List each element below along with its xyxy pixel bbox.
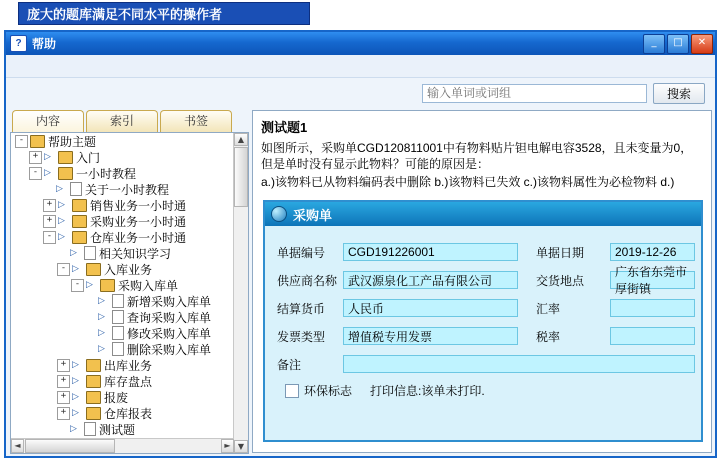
collapse-icon[interactable]: -	[71, 279, 84, 292]
tree-item-label: 库存盘点	[104, 374, 153, 389]
tree-item[interactable]	[11, 277, 248, 293]
tree-item[interactable]	[11, 181, 248, 197]
help-window-icon: ?	[10, 35, 27, 52]
tree-item-label: 测试题	[99, 422, 136, 437]
tree-item[interactable]	[11, 389, 248, 405]
window-buttons	[643, 34, 713, 54]
label-exchange-rate: 汇率	[536, 301, 561, 316]
tree-item[interactable]	[11, 405, 248, 421]
tree-item[interactable]	[11, 149, 248, 165]
collapse-icon[interactable]: -	[43, 231, 56, 244]
tree-item-label: 修改采购入库单	[127, 326, 212, 341]
no-expander-icon	[57, 248, 68, 259]
tree-item-label: 帮助主题	[48, 134, 97, 149]
book-icon	[58, 151, 73, 164]
content-area	[6, 110, 715, 456]
book-icon	[58, 167, 73, 180]
purchase-order-screenshot	[263, 200, 703, 442]
tree-item-label: 采购业务一小时通	[90, 214, 187, 229]
collapse-icon[interactable]: -	[15, 135, 28, 148]
book-icon	[72, 215, 87, 228]
no-expander-icon	[57, 424, 68, 435]
form-row-invoice-type	[265, 326, 701, 346]
book-icon	[86, 359, 101, 372]
scroll-thumb[interactable]	[234, 147, 248, 207]
help-tree[interactable]	[10, 132, 249, 454]
form-titlebar	[265, 202, 701, 226]
value-delivery-place[interactable]: 广东省东莞市厚街镇	[610, 271, 695, 289]
expand-icon[interactable]: +	[29, 151, 42, 164]
page-icon	[84, 246, 96, 260]
toolbar-strip	[6, 55, 715, 78]
tree-item[interactable]	[11, 133, 248, 149]
tree-item-label: 一小时教程	[76, 166, 137, 181]
arrow-icon: ▷	[44, 152, 51, 162]
tree-item-label: 相关知识学习	[99, 246, 172, 261]
tree-item-label: 入库业务	[104, 262, 153, 277]
page-icon	[112, 342, 124, 356]
arrow-icon: ▷	[98, 312, 105, 322]
form-row-remark	[265, 354, 701, 374]
form-body	[265, 226, 701, 399]
tree-item-label: 入门	[76, 150, 101, 165]
scroll-left-arrow-icon[interactable]: ◄	[11, 439, 24, 453]
tree-item-label: 新增采购入库单	[127, 294, 212, 309]
no-expander-icon	[85, 296, 96, 307]
tree-vertical-scrollbar[interactable]	[233, 133, 248, 453]
no-expander-icon	[85, 328, 96, 339]
arrow-icon: ▷	[70, 248, 77, 258]
scroll-down-arrow-icon[interactable]: ▼	[234, 440, 248, 453]
tree-item-label: 仓库业务一小时通	[90, 230, 187, 245]
expand-icon[interactable]: +	[57, 407, 70, 420]
tree-item-label: 删除采购入库单	[127, 342, 212, 357]
tree-item[interactable]	[11, 197, 248, 213]
book-icon	[72, 199, 87, 212]
tree-item[interactable]	[11, 373, 248, 389]
book-icon	[86, 407, 101, 420]
tree-item[interactable]	[11, 165, 248, 181]
print-info-text: 打印信息:该单未打印.	[370, 384, 485, 398]
arrow-icon: ▷	[72, 264, 79, 274]
value-exchange-rate[interactable]	[610, 299, 695, 317]
tree-item-label: 采购入库单	[118, 278, 179, 293]
form-title-text: 采购单	[293, 207, 333, 223]
tab-index[interactable]: 索引	[86, 110, 158, 132]
arrow-icon: ▷	[72, 392, 79, 402]
expand-icon[interactable]: +	[43, 199, 56, 212]
arrow-icon: ▷	[58, 200, 65, 210]
window-titlebar	[6, 32, 715, 55]
arrow-icon: ▷	[70, 424, 77, 434]
expand-icon[interactable]: +	[57, 359, 70, 372]
form-row-doc-no	[265, 242, 701, 262]
doc-paragraph-1: 如图所示，采购单CGD120811001中有物料贴片钽电解电容3528，且未变量为0，但是单时没有显示此物料？可能的原因是：	[261, 141, 693, 171]
hscroll-thumb[interactable]	[25, 439, 115, 453]
book-icon	[100, 279, 115, 292]
tree-item-label: 仓库报表	[104, 406, 153, 421]
value-remark[interactable]	[343, 355, 695, 373]
tree-node-list	[11, 133, 248, 453]
arrow-icon: ▷	[58, 232, 65, 242]
tree-item[interactable]	[11, 341, 248, 357]
arrow-icon: ▷	[72, 360, 79, 370]
no-expander-icon	[85, 312, 96, 323]
globe-icon	[271, 206, 287, 222]
value-doc-no[interactable]: CGD191226001	[343, 243, 518, 261]
tree-item-label: 出库业务	[104, 358, 153, 373]
tree-item[interactable]	[11, 245, 248, 261]
collapse-icon[interactable]: -	[57, 263, 70, 276]
collapse-icon[interactable]: -	[29, 167, 42, 180]
arrow-icon: ▷	[58, 216, 65, 226]
doc-paragraph-2: a.)该物料已从物料编码表中删除 b.)该物料已失效 c.)该物料属性为必检物料 d.)	[261, 175, 675, 189]
form-row-currency	[265, 298, 701, 318]
label-invoice-type: 发票类型	[277, 329, 326, 344]
tree-item-label: 关于一小时教程	[85, 182, 170, 197]
top-banner	[18, 2, 310, 25]
expand-icon[interactable]: +	[57, 375, 70, 388]
value-doc-date[interactable]: 2019-12-26	[610, 243, 695, 261]
tree-item[interactable]	[11, 229, 248, 245]
page-title: 测试题1	[261, 120, 308, 135]
value-invoice-type[interactable]: 增值税专用发票	[343, 327, 518, 345]
book-icon	[72, 231, 87, 244]
document-pane	[252, 110, 712, 453]
label-currency: 结算货币	[277, 301, 326, 316]
arrow-icon: ▷	[98, 296, 105, 306]
no-expander-icon	[85, 344, 96, 355]
label-doc-date: 单据日期	[536, 245, 585, 260]
value-tax-rate[interactable]	[610, 327, 695, 345]
top-banner-text: 庞大的题库满足不同水平的操作者	[27, 7, 223, 22]
form-row-supplier	[265, 265, 701, 296]
tree-item[interactable]	[11, 325, 248, 341]
arrow-icon: ▷	[86, 280, 93, 290]
value-currency[interactable]: 人民币	[343, 299, 518, 317]
page-icon	[112, 326, 124, 340]
tree-horizontal-scrollbar[interactable]	[11, 438, 234, 453]
tree-item[interactable]	[11, 357, 248, 373]
arrow-icon: ▷	[56, 184, 63, 194]
tab-bookmarks[interactable]: 书签	[160, 110, 232, 132]
close-button[interactable]: ✕	[691, 34, 713, 54]
no-expander-icon	[43, 184, 54, 195]
tree-item[interactable]	[11, 261, 248, 277]
book-icon	[86, 263, 101, 276]
tree-item-label: 报废	[104, 390, 129, 405]
window-title: 帮助	[32, 37, 57, 51]
page-icon	[112, 294, 124, 308]
arrow-icon: ▷	[72, 376, 79, 386]
arrow-icon: ▷	[98, 328, 105, 338]
tree-item-label: 查询采购入库单	[127, 310, 212, 325]
tree-item[interactable]	[11, 421, 248, 437]
tree-item[interactable]	[11, 213, 248, 229]
label-tax-rate: 税率	[536, 329, 561, 344]
eco-label-text: 环保标志	[304, 384, 353, 398]
label-supplier: 供应商名称	[277, 273, 338, 288]
search-input[interactable]	[422, 84, 647, 103]
arrow-icon: ▷	[72, 408, 79, 418]
book-icon	[86, 375, 101, 388]
minimize-button[interactable]: _	[643, 34, 665, 54]
page-icon	[84, 422, 96, 436]
maximize-button[interactable]: □	[667, 34, 689, 54]
book-icon	[30, 135, 45, 148]
help-window	[4, 30, 717, 458]
label-delivery-place: 交货地点	[536, 273, 585, 288]
page-icon	[112, 310, 124, 324]
book-icon	[86, 391, 101, 404]
page-icon	[70, 182, 82, 196]
tab-bar	[6, 110, 251, 132]
arrow-icon: ▷	[44, 168, 51, 178]
eco-label-checkbox[interactable]	[285, 384, 299, 398]
tree-item-label: 销售业务一小时通	[90, 198, 187, 213]
expand-icon[interactable]: +	[57, 391, 70, 404]
tree-item[interactable]	[11, 309, 248, 325]
scroll-right-arrow-icon[interactable]: ►	[221, 439, 234, 453]
expand-icon[interactable]: +	[43, 215, 56, 228]
search-button[interactable]: 搜索	[653, 83, 705, 104]
form-footer	[265, 382, 701, 399]
tab-contents[interactable]: 内容	[12, 110, 84, 133]
arrow-icon: ▷	[98, 344, 105, 354]
value-supplier[interactable]: 武汉源泉化工产品有限公司	[343, 271, 518, 289]
label-remark: 备注	[277, 357, 302, 372]
label-doc-no: 单据编号	[277, 245, 326, 260]
tree-item[interactable]	[11, 293, 248, 309]
left-pane	[6, 110, 251, 456]
search-row	[6, 78, 715, 108]
scroll-up-arrow-icon[interactable]: ▲	[234, 133, 248, 146]
